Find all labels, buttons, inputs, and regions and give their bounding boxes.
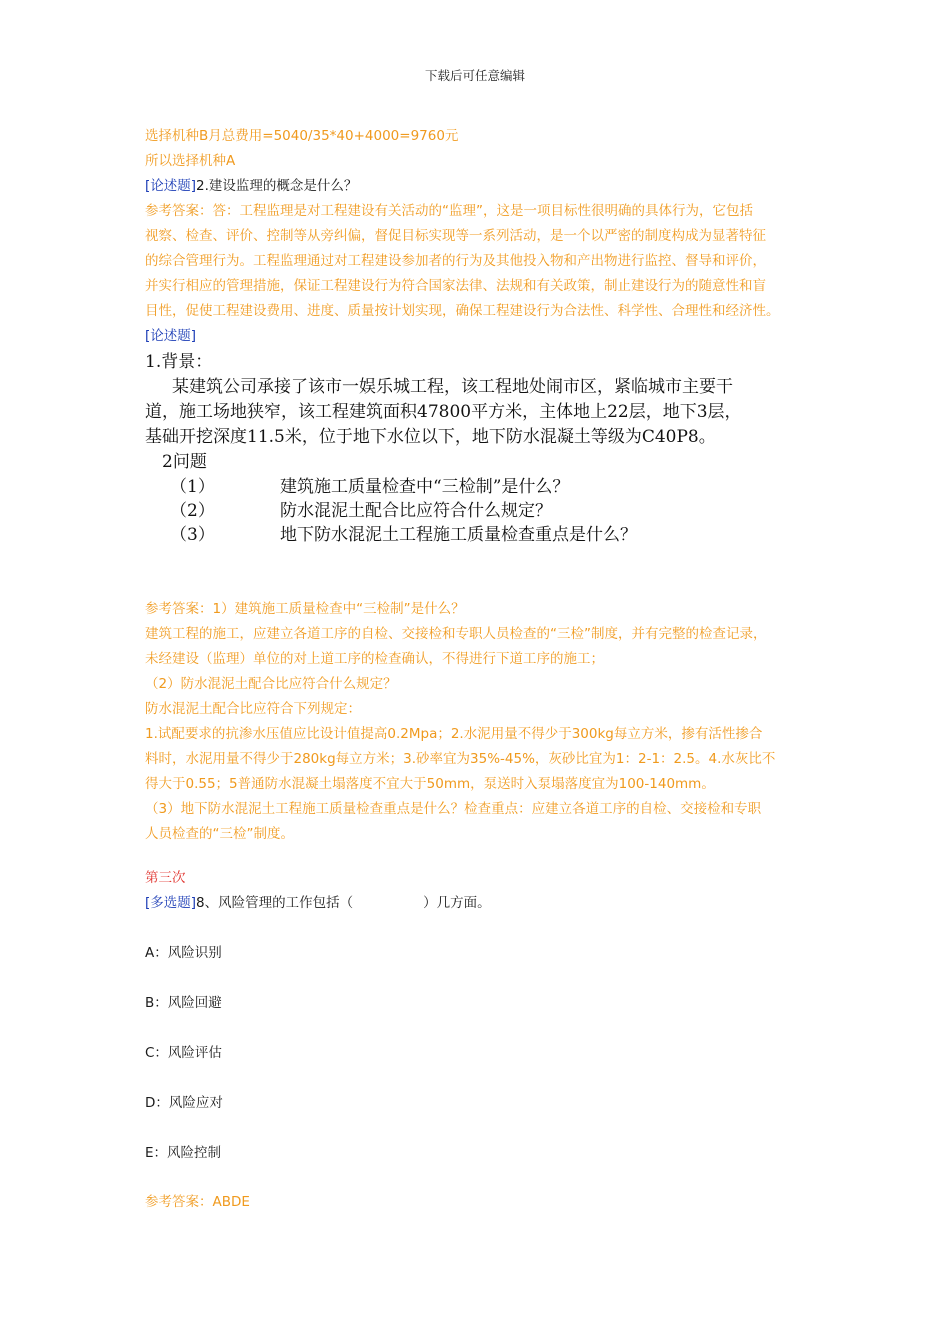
question-text-tail: ）几方面。 [423, 895, 491, 911]
problem-item [170, 475, 569, 499]
answer-line: （3）地下防水混泥土工程施工质量检查重点是什么？检查重点：应建立各道工序的自检、交接检和专职 [145, 801, 762, 817]
option-b: B：风险回避 [145, 995, 222, 1011]
background-paragraph-line: 某建筑公司承接了该市一娱乐城工程，该工程地处闹市区，紧临城市主要干 [172, 377, 733, 397]
answer-line: 目性，促使工程建设费用、进度、质量按计划实现，确保工程建设行为合法性、科学性、合理性和经济性。 [145, 303, 780, 319]
answer-line: 参考答案：1）建筑施工质量检查中“三检制”是什么？ [145, 601, 465, 617]
question-text: 8、风险管理的工作包括（ [196, 895, 354, 911]
answer-line: 并实行相应的管理措施，保证工程建设行为符合国家法律、法规和有关政策，制止建设行为的随意性和盲 [145, 278, 766, 294]
cost-calculation-line: 选择机种B月总费用=5040/35*40+4000=9760元 [145, 128, 459, 144]
problem-number: （3） [170, 525, 215, 545]
answer-line: 建筑工程的施工，应建立各道工序的自检、交接检和专职人员检查的“三检”制度，并有完整的检查记录， [145, 626, 767, 642]
answer-line: 视察、检查、评价、控制等从旁纠偏，督促目标实现等一系列活动，是一个以严密的制度构成为显著特征 [145, 228, 766, 244]
answer-line: 未经建设（监理）单位的对上道工序的检查确认，不得进行下道工序的施工； [145, 651, 604, 667]
question-text: 2.建设监理的概念是什么？ [196, 178, 358, 194]
answer-line: 1.试配要求的抗渗水压值应比设计值提高0.2Mpa；2.水泥用量不得少于300kg每立方米，掺有活性掺合 [145, 726, 763, 742]
page-header: 下载后可任意编辑 [424, 68, 525, 83]
question-2 [145, 176, 357, 196]
problem-number: （1） [170, 477, 215, 497]
problem-text: 建筑施工质量检查中“三检制”是什么？ [280, 477, 570, 497]
answer-line: 得大于0.55；5普通防水混凝土塌落度不宜大于50mm，泵送时入泵塌落度宜为100-140mm。 [145, 776, 715, 792]
answer-line: 人员检查的“三检”制度。 [145, 826, 294, 842]
answer-line: 参考答案：ABDE [145, 1194, 250, 1210]
problem-item [170, 499, 552, 523]
answer-line: 料时，水泥用量不得少于280kg每立方米；3.砂率宜为35%-45%，灰砂比宜为1：2-1：2.5。4.水灰比不 [145, 751, 776, 767]
question-type-tag: [多选题] [145, 895, 197, 911]
question-8 [145, 893, 491, 913]
problem-text: 防水混泥土配合比应符合什么规定？ [280, 501, 552, 521]
section-title: 第三次 [145, 870, 186, 886]
conclusion-line: 所以选择机种A [145, 153, 236, 169]
question-type-tag: [论述题] [145, 178, 197, 194]
question-type-tag: [论述题] [145, 328, 197, 344]
background-paragraph-line: 基础开挖深度11.5米，位于地下水位以下，地下防水混凝土等级为C40P8。 [145, 427, 716, 447]
option-a: A：风险识别 [145, 945, 222, 961]
answer-line: 的综合管理行为。工程监理通过对工程建设参加者的行为及其他投入物和产出物进行监控、督导和评价， [145, 253, 766, 269]
problems-title: 2问题 [162, 452, 207, 472]
answer-line: 参考答案：答：工程监理是对工程建设有关活动的“监理”，这是一项目标性很明确的具体行为，它包括 [145, 203, 753, 219]
option-c: C：风险评估 [145, 1045, 222, 1061]
problem-item [170, 523, 637, 547]
answer-line: 防水混泥土配合比应符合下列规定： [145, 701, 361, 717]
option-d: D：风险应对 [145, 1095, 223, 1111]
background-paragraph-line: 道，施工场地狭窄，该工程建筑面积47800平方米，主体地上22层，地下3层， [145, 402, 742, 422]
problem-number: （2） [170, 501, 215, 521]
option-e: E：风险控制 [145, 1145, 222, 1161]
answer-line: （2）防水混泥土配合比应符合什么规定？ [145, 676, 397, 692]
problem-text: 地下防水混泥土工程施工质量检查重点是什么？ [280, 525, 637, 545]
background-title: 1.背景： [145, 352, 213, 372]
